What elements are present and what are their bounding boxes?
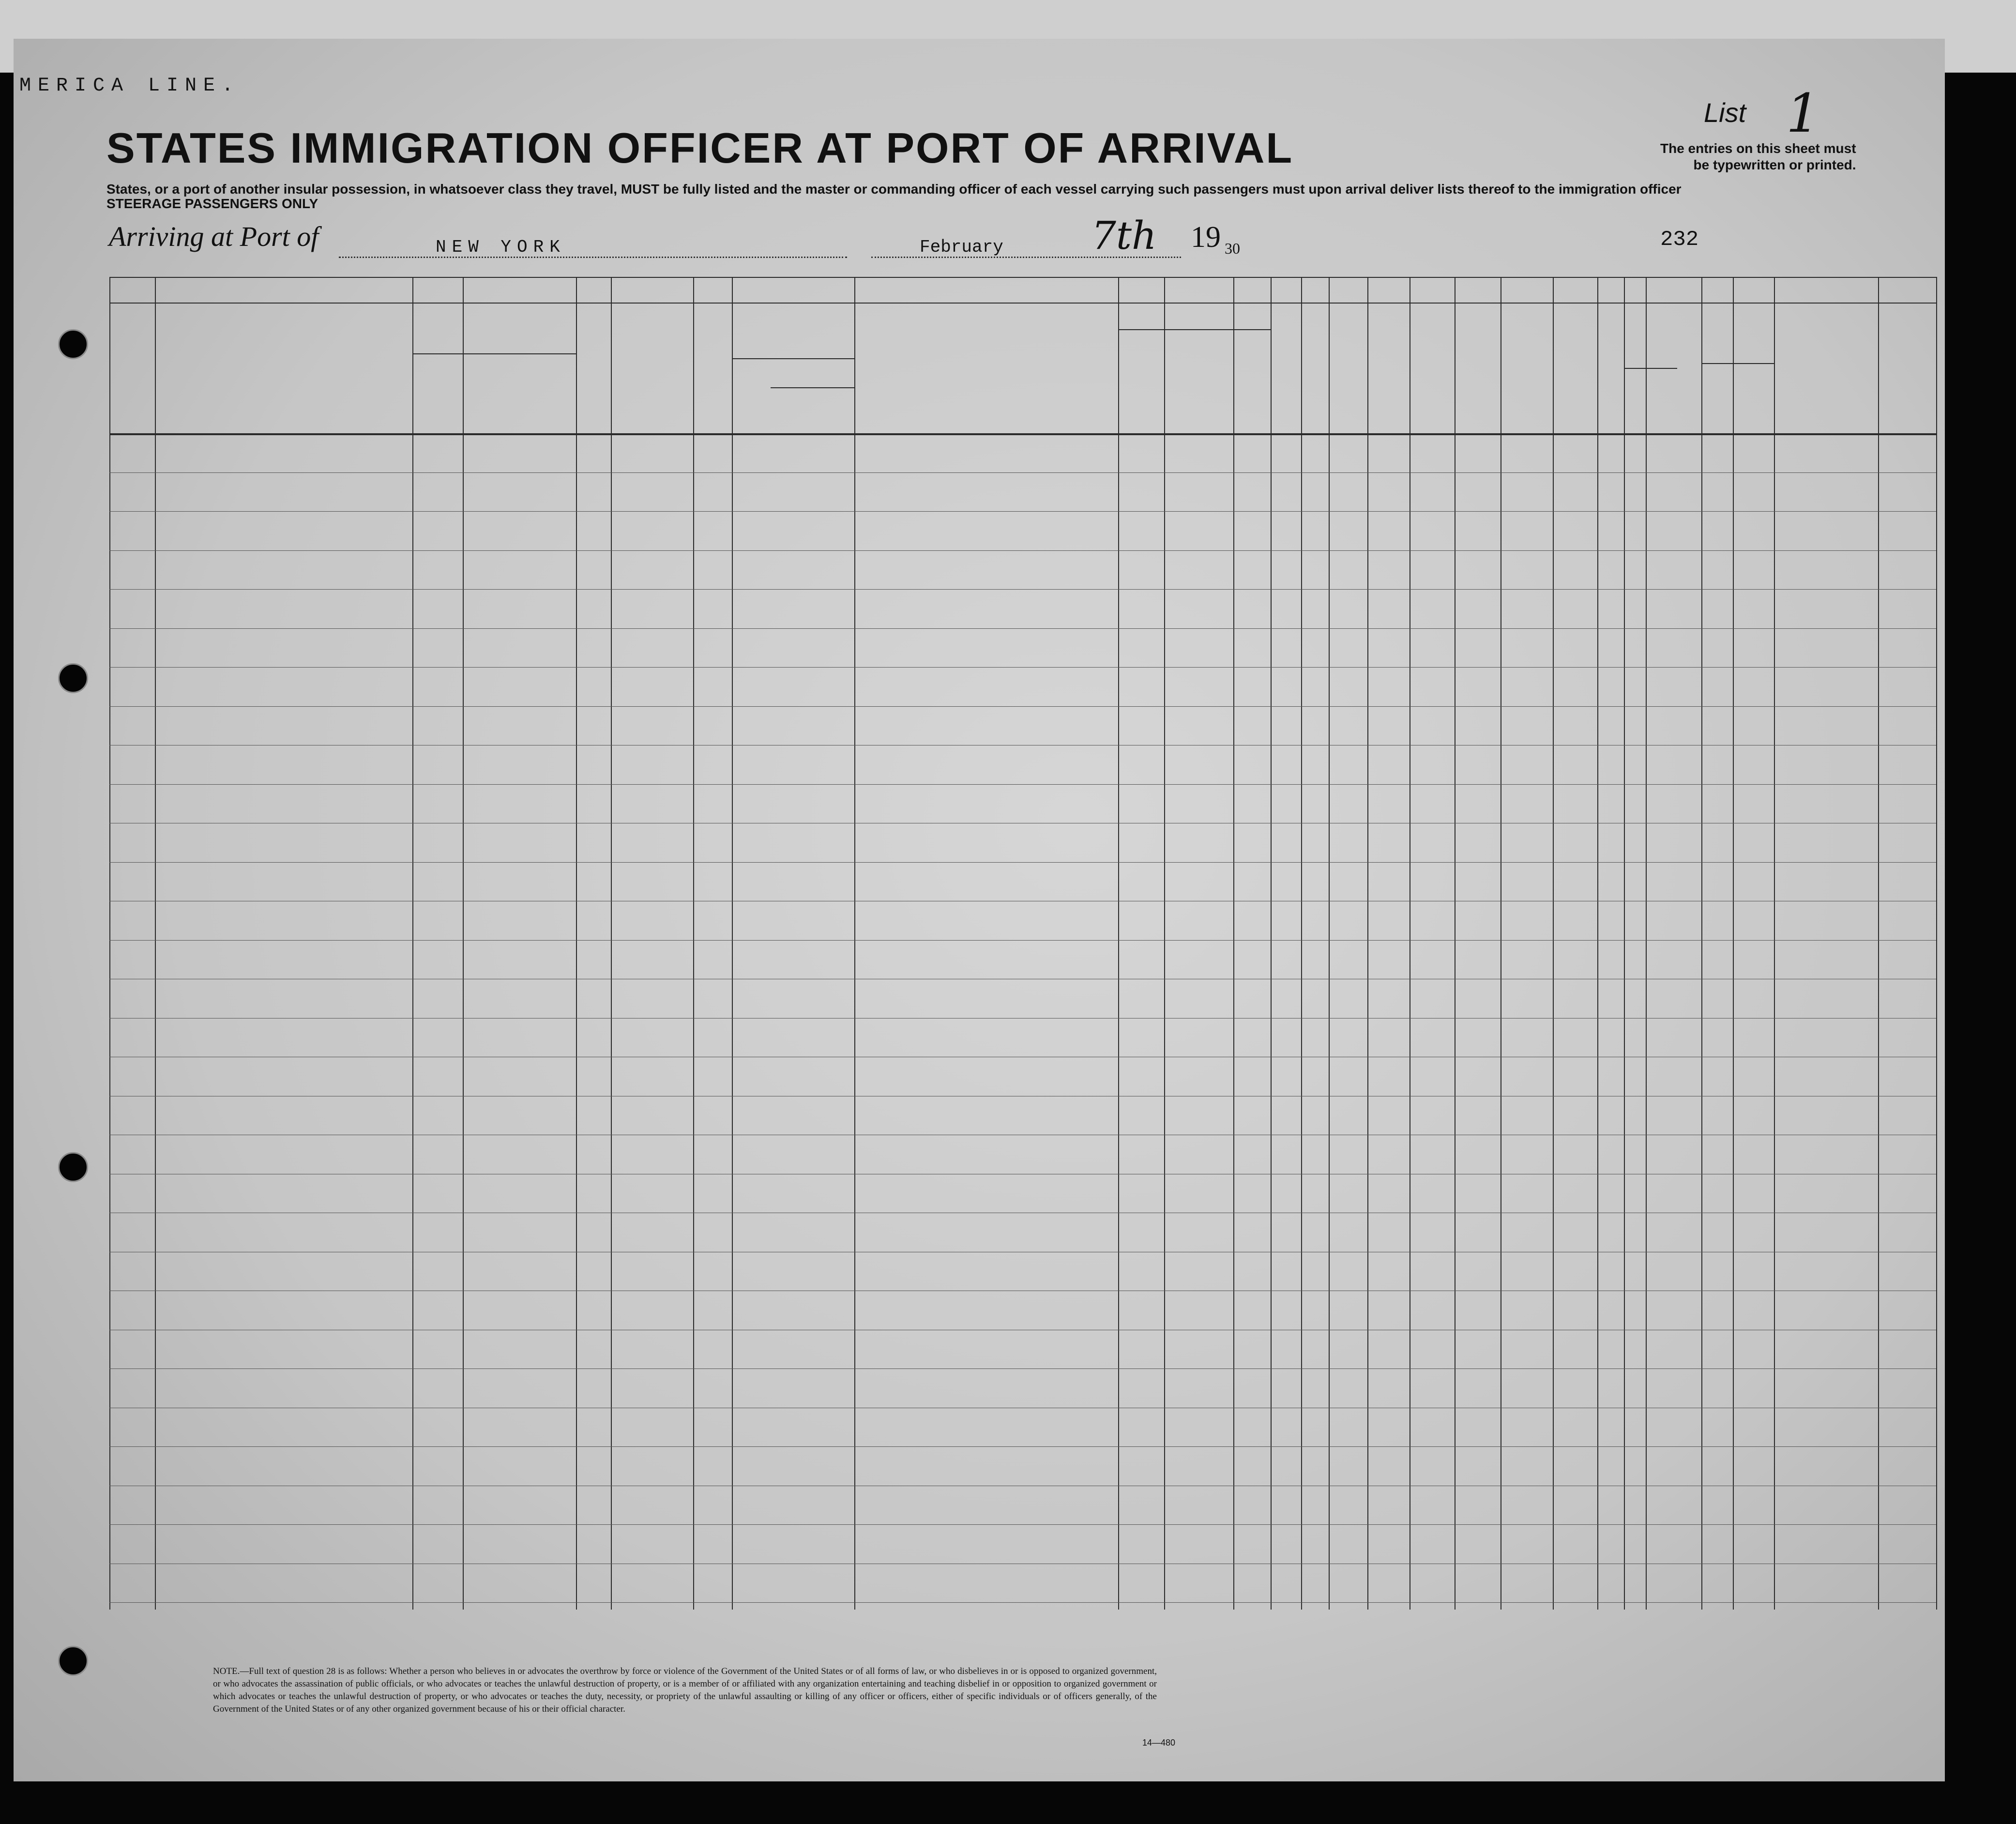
row-rule bbox=[109, 550, 1936, 551]
table-top-rule bbox=[109, 277, 1936, 278]
row-rule bbox=[109, 628, 1936, 629]
row-rule bbox=[109, 940, 1936, 941]
year-suffix: 30 bbox=[1225, 240, 1240, 257]
typewritten-note bbox=[1660, 140, 1856, 173]
column-rule bbox=[854, 277, 855, 1610]
column-rule bbox=[1301, 277, 1302, 1610]
column-rule bbox=[693, 277, 694, 1610]
row-rule bbox=[109, 1524, 1936, 1525]
column-number-rule bbox=[109, 303, 1936, 304]
list-label: List bbox=[1704, 97, 1746, 128]
binder-hole bbox=[58, 663, 88, 693]
column-rule bbox=[1936, 277, 1937, 1610]
column-rule bbox=[1646, 277, 1647, 1610]
arriving-label: Arriving at Port of bbox=[109, 221, 319, 252]
form-number: 14—480 bbox=[1142, 1738, 1176, 1748]
column-rule bbox=[1597, 277, 1598, 1610]
column-rule bbox=[732, 277, 733, 1610]
row-rule bbox=[109, 706, 1936, 707]
list-number: 1 bbox=[1786, 82, 1820, 144]
binder-hole bbox=[58, 1646, 88, 1676]
row-rule bbox=[109, 784, 1936, 785]
binder-hole bbox=[58, 1152, 88, 1182]
column-rule bbox=[1118, 277, 1119, 1610]
page-title: STATES IMMIGRATION OFFICER AT PORT OF ARRIVAL bbox=[106, 124, 1294, 172]
typewritten-note-line: The entries on this sheet must bbox=[1660, 141, 1856, 156]
row-rule bbox=[109, 589, 1936, 590]
height-rule bbox=[1624, 368, 1677, 369]
shipping-line-name: MERICA LINE. bbox=[19, 75, 241, 97]
port-underline bbox=[339, 257, 847, 258]
row-rule bbox=[109, 1368, 1936, 1369]
final-destination-rule bbox=[412, 353, 576, 354]
sheet-number: 232 bbox=[1660, 228, 1699, 252]
column-rule bbox=[155, 277, 156, 1610]
column-rule bbox=[463, 277, 464, 1610]
before-us-rule bbox=[732, 358, 854, 359]
instruction-text: States, or a port of another insular possession, in whatsoever class they travel, MUST be fully listed and the master or commanding officer of each vessel carrying such passengers must upon arrival deliver lists thereof to the immigration officer bbox=[106, 182, 1682, 197]
footnote-text: NOTE.—Full text of question 28 is as follows: Whether a person who believes in or advocates the overthrow by force or violence of the Government of the United States or of all forms of law, or who disbelieves in or is opposed to organized government, or who advocates the assassination of public officials, or who advocates or teaches the unlawful destruction of property, or is a member of or affiliated with any organization entertaining and teaching disbelief in or opposition to organized government or which advocates or teaches the unlawful destruction of property, or who advocates or teaches the duty, necessity, or propriety of the unlawful assaulting or killing of any officer or officers, either of specific individuals or of officers generally, of the Government of the United States or of any other organized government because of his or their official character. bbox=[213, 1666, 1157, 1714]
row-rule bbox=[109, 472, 1936, 473]
month-value: February bbox=[920, 237, 1003, 257]
header-bottom-rule bbox=[109, 433, 1936, 435]
column-rule bbox=[1701, 277, 1702, 1610]
column-rule bbox=[1233, 277, 1234, 1610]
column-rule bbox=[1774, 277, 1775, 1610]
steerage-label: STEERAGE PASSENGERS ONLY bbox=[106, 196, 318, 211]
row-rule bbox=[109, 667, 1936, 668]
column-rule bbox=[1164, 277, 1165, 1610]
column-rule bbox=[611, 277, 612, 1610]
color-of-rule bbox=[1701, 363, 1774, 364]
column-rule bbox=[109, 277, 110, 1610]
manifest-sheet bbox=[14, 39, 1945, 1781]
row-rule bbox=[109, 862, 1936, 863]
row-rule bbox=[109, 1602, 1936, 1603]
purpose-rule bbox=[1118, 329, 1271, 330]
column-rule bbox=[1553, 277, 1554, 1610]
if-yes-rule bbox=[771, 387, 854, 388]
typewritten-note-line: be typewritten or printed. bbox=[1693, 157, 1856, 172]
column-rule bbox=[1367, 277, 1368, 1610]
column-rule bbox=[1878, 277, 1879, 1610]
row-rule bbox=[109, 1446, 1936, 1447]
column-rule bbox=[412, 277, 413, 1610]
port-value: NEW YORK bbox=[436, 237, 566, 257]
column-rule bbox=[1733, 277, 1734, 1610]
column-rule bbox=[1271, 277, 1272, 1610]
row-rule bbox=[109, 511, 1936, 512]
binder-hole bbox=[58, 329, 88, 359]
day-value: 7th bbox=[1091, 213, 1157, 258]
year-prefix: 19 bbox=[1191, 221, 1221, 254]
column-rule bbox=[1624, 277, 1625, 1610]
column-rule bbox=[1329, 277, 1330, 1610]
column-rule bbox=[576, 277, 577, 1610]
